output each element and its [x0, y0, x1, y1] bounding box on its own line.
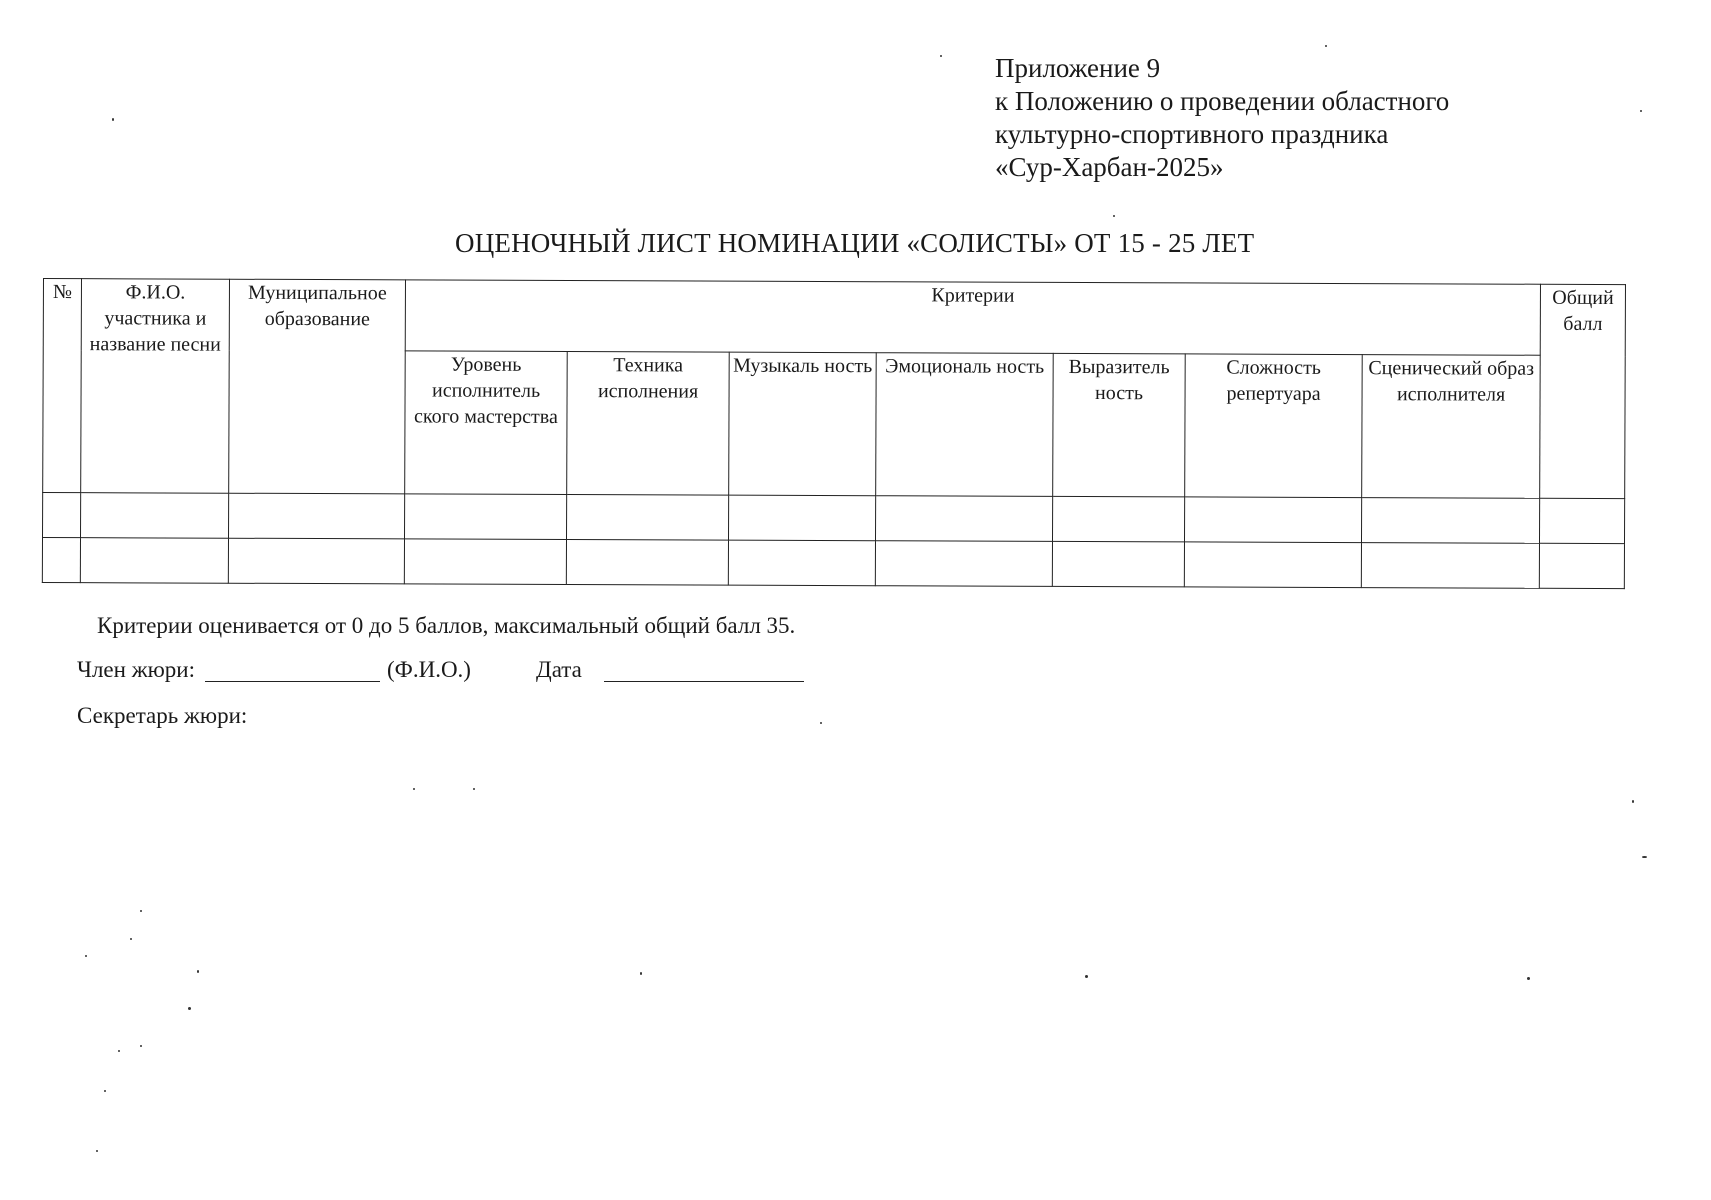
scan-speck	[188, 1007, 191, 1010]
table-cell[interactable]	[1052, 541, 1184, 587]
table-row	[43, 493, 1625, 544]
table-cell[interactable]	[80, 538, 228, 584]
column-header-participant: Ф.И.О. участника и название песни	[81, 279, 230, 494]
scan-speck	[1640, 110, 1642, 112]
scan-speck	[1632, 800, 1634, 803]
table-cell[interactable]	[1361, 498, 1539, 544]
scan-speck	[85, 955, 87, 957]
table-cell[interactable]	[728, 540, 875, 586]
fio-label: (Ф.И.О.)	[387, 657, 471, 682]
scan-speck	[96, 1150, 98, 1152]
scan-speck	[413, 788, 415, 790]
scan-speck	[820, 722, 822, 724]
table-row	[42, 538, 1624, 589]
scan-speck	[940, 55, 942, 57]
table-cell[interactable]	[875, 496, 1052, 542]
evaluation-table	[42, 278, 1626, 589]
column-header-number: №	[43, 279, 82, 493]
scan-speck	[140, 1045, 142, 1047]
column-header-municipality: Муниципальное образование	[229, 279, 406, 494]
criterion-header: Эмоциональ ность	[876, 353, 1054, 497]
table-cell[interactable]	[1184, 497, 1361, 543]
table-cell[interactable]	[566, 540, 728, 586]
scoring-note: Критерии оценивается от 0 до 5 баллов, максимальный общий балл 35.	[97, 613, 796, 638]
table-cell[interactable]	[728, 495, 875, 541]
criterion-header: Сложность репертуара	[1185, 354, 1363, 498]
scan-speck	[197, 970, 199, 973]
scan-speck	[1113, 215, 1115, 217]
table-cell[interactable]	[1539, 543, 1624, 588]
scan-speck	[473, 788, 475, 790]
table-cell[interactable]	[1184, 542, 1361, 588]
column-header-criteria: Критерии	[405, 280, 1540, 355]
scan-speck	[118, 1050, 120, 1052]
table-cell[interactable]	[43, 493, 81, 538]
table-cell[interactable]	[1361, 543, 1539, 589]
scan-speck	[640, 972, 642, 975]
criterion-header: Уровень исполнитель ского мастерства	[405, 351, 568, 495]
table-cell[interactable]	[1540, 498, 1625, 543]
table-cell[interactable]	[42, 538, 80, 583]
criterion-header: Выразитель ность	[1053, 353, 1186, 497]
table-cell[interactable]	[1052, 496, 1184, 542]
table-cell[interactable]	[228, 538, 404, 584]
scan-speck	[130, 938, 132, 940]
table-cell[interactable]	[405, 494, 567, 540]
table-cell[interactable]	[566, 495, 728, 541]
appendix-header	[995, 52, 1449, 184]
document-title: ОЦЕНОЧНЫЙ ЛИСТ НОМИНАЦИИ «СОЛИСТЫ» ОТ 15 - 25 ЛЕТ	[455, 228, 1255, 258]
scan-speck	[140, 910, 142, 912]
table-cell[interactable]	[81, 493, 229, 539]
criterion-header: Музыкаль ность	[729, 352, 877, 496]
date-blank[interactable]	[604, 657, 804, 682]
table-cell[interactable]	[229, 493, 405, 539]
criterion-header: Сценический образ исполнителя	[1362, 355, 1541, 499]
jury-member-label: Член жюри:	[77, 657, 195, 682]
scan-speck	[1325, 45, 1327, 47]
appendix-line: Приложение 9	[995, 53, 1161, 83]
column-header-total: Общий балл	[1540, 284, 1626, 498]
table-cell[interactable]	[875, 541, 1052, 587]
jury-signature-line	[77, 657, 837, 689]
secretary-label: Секретарь жюри:	[77, 703, 248, 728]
jury-member-name-blank[interactable]	[205, 657, 380, 682]
scan-speck	[1642, 856, 1647, 858]
appendix-line: культурно-спортивного праздника	[995, 119, 1389, 149]
scan-speck	[104, 1090, 106, 1092]
appendix-line: к Положению о проведении областного	[995, 86, 1450, 116]
appendix-line: «Сур-Харбан-2025»	[995, 152, 1224, 182]
scan-speck	[112, 118, 114, 121]
date-label: Дата	[536, 657, 582, 682]
table-cell[interactable]	[404, 539, 566, 585]
scan-speck	[1527, 977, 1530, 980]
criterion-header: Техника исполнения	[567, 352, 730, 496]
scan-speck	[1085, 975, 1088, 978]
